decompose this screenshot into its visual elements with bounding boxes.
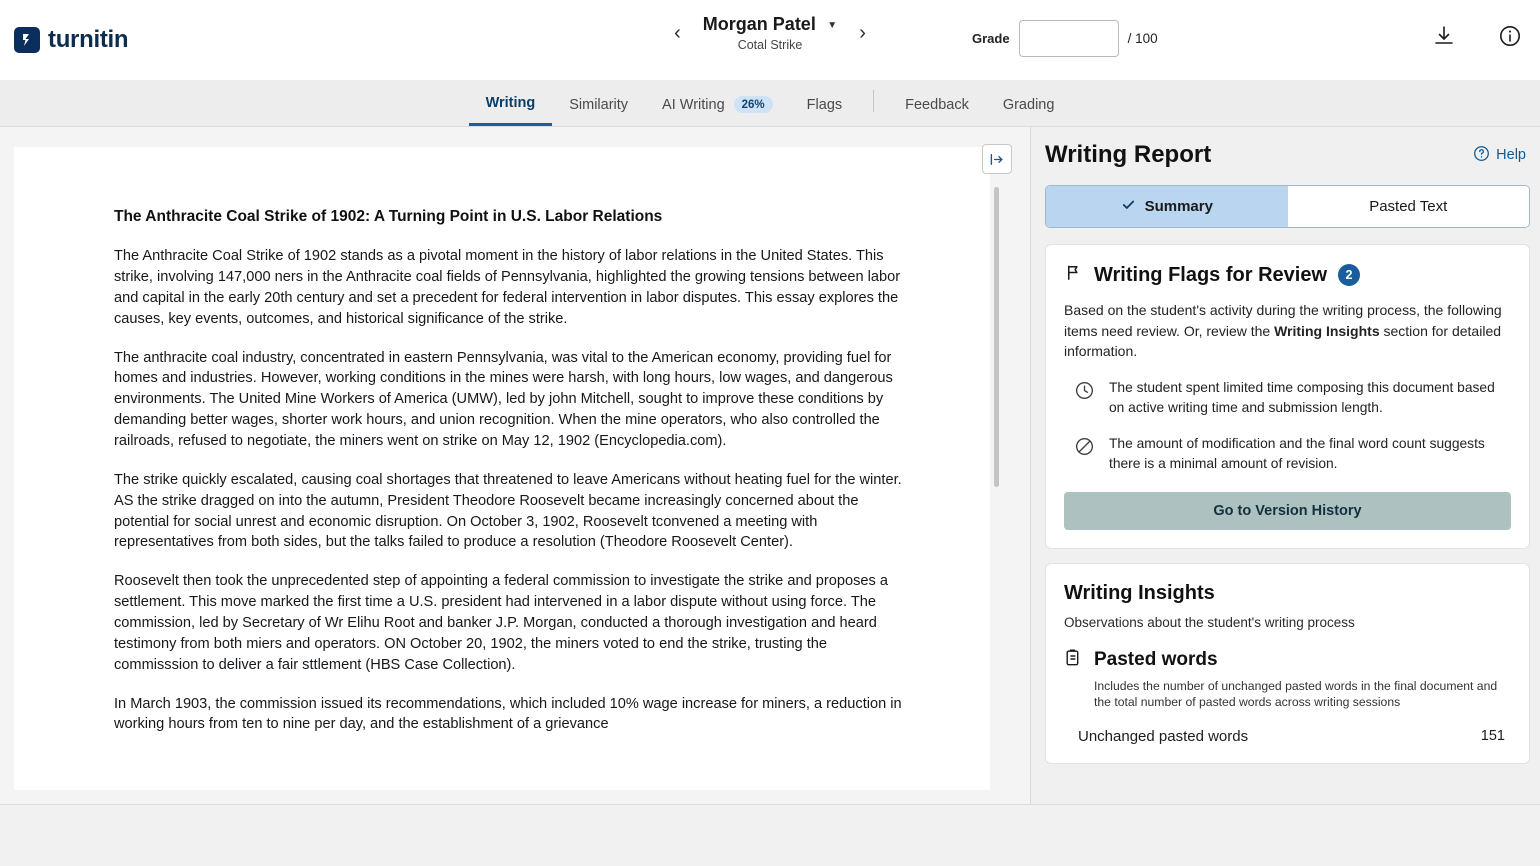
clipboard-paste-icon: [1064, 648, 1084, 673]
metric-label: Unchanged pasted words: [1078, 727, 1249, 745]
turnitin-logo-icon: [14, 27, 40, 53]
assignment-name: Cotal Strike: [737, 38, 803, 52]
metric-value: 151: [1480, 728, 1505, 745]
help-link[interactable]: [1473, 145, 1526, 166]
flag-icon: [1064, 263, 1083, 287]
tab-similarity[interactable]: [552, 80, 645, 126]
tab-label: Grading: [1002, 96, 1055, 113]
download-icon[interactable]: [1432, 24, 1456, 48]
grade-input[interactable]: [1019, 20, 1119, 57]
grade-total: / 100: [1127, 31, 1158, 46]
document-viewer: [0, 127, 1030, 804]
writing-flags-card: [1045, 244, 1530, 549]
pasted-words-title: Pasted words: [1094, 649, 1218, 671]
metric-row: [1064, 726, 1511, 745]
brand-name: turnitin: [48, 26, 129, 53]
segment-pasted-text[interactable]: [1288, 186, 1530, 227]
flags-title-row: [1064, 263, 1511, 287]
tab-ai-writing[interactable]: [645, 80, 790, 126]
flag-item: [1064, 434, 1511, 474]
flags-desc-bold: Writing Insights: [1274, 322, 1380, 339]
grade-label: Grade: [972, 31, 1010, 46]
tab-label: AI Writing: [662, 96, 725, 113]
check-icon: [1121, 197, 1136, 216]
flags-count-badge: 2: [1338, 264, 1360, 286]
tab-feedback[interactable]: [888, 80, 986, 126]
document-paragraph: Roosevelt then took the unprecedented step of appointing a federal commission to investigate the strike and proposes a settlement. This move marked the first time a U.S. president had intervened in a labor dispute without using force. The commission, led by Secretary of Wr Elihu Root and banker J.P. Morgan, conducted a thorough investigation and heard testimony from both miers and operators. ON October 20, 1902, the miners voted to end the strike, trusting the commisssion to deliver a fair sttlement (HBS Case Collection).: [114, 573, 888, 673]
segment-summary[interactable]: [1046, 186, 1288, 227]
flag-text: The amount of modification and the final word count suggests there is a minimal amount of revision.: [1109, 435, 1485, 471]
flags-description: [1064, 300, 1511, 362]
tab-flags[interactable]: [790, 80, 859, 126]
main-body: [0, 127, 1540, 804]
tab-grading[interactable]: [986, 80, 1072, 126]
report-segmented-control: [1045, 185, 1530, 228]
student-info: [703, 14, 837, 52]
tab-writing[interactable]: [469, 80, 553, 126]
document-paragraph: The Anthracite Coal Strike of 1902 stands as a pivotal moment in the history of labor relations in the United States. This strike, involving 147,000 ners in the Anthracite coal fields of Pennsylvania, highlighted the growing tensions between labor and capital in the early 20th century and set a precedent for federal intervention in labor disputes. This essay explores the causes, key events, outcomes, and historical significance of the strike.: [114, 248, 901, 327]
chevron-right-icon[interactable]: ›: [855, 21, 870, 45]
clock-icon: [1074, 380, 1095, 406]
insights-title: Writing Insights: [1064, 581, 1215, 604]
document-paragraph: The anthracite coal industry, concentrated in eastern Pennsylvania, was vital to the American economy, providing fuel for homes and industries. However, working conditions in the mines were harsh, with long hours, low wages, and dangerous environments. The United Mine Workers of America (UMW), led by john Mitchell, sought to improve these conditions by demanding better wages, shorter work hours, and union recognition. When the mine operators, who also controlled the railroads, refused to negotiate, the miners went on strike on May 12, 1902 (Encyclopedia.com).: [114, 349, 893, 450]
writing-insights-card: [1045, 563, 1530, 764]
segment-label: Pasted Text: [1369, 198, 1448, 215]
document-scrollbar[interactable]: [994, 187, 999, 487]
brand-logo[interactable]: [14, 26, 128, 54]
pasted-words-description: Includes the number of unchanged pasted words in the final document and the total number of pasted words across writing sessions: [1094, 678, 1498, 710]
tab-label: Feedback: [905, 96, 969, 113]
segment-label: Summary: [1144, 198, 1213, 215]
writing-report-panel: [1030, 127, 1540, 804]
flag-text: The student spent limited time composing this document based on active writing time and submission length.: [1109, 379, 1495, 415]
chevron-down-icon[interactable]: ▼: [827, 20, 838, 32]
submitted-document[interactable]: [14, 147, 990, 790]
flag-item: [1064, 378, 1511, 418]
tab-label: Writing: [485, 95, 536, 111]
footer-bar: [0, 804, 1540, 866]
insights-subtitle: Observations about the student's writing process: [1064, 614, 1355, 630]
chevron-left-icon[interactable]: ‹: [670, 21, 685, 45]
ai-writing-badge: 26%: [734, 96, 773, 113]
report-header: [1045, 141, 1530, 169]
student-name[interactable]: Morgan Patel: [702, 14, 816, 34]
go-to-version-history-button[interactable]: Go to Version History: [1064, 492, 1511, 530]
pasted-words-header: [1064, 648, 1511, 673]
tab-label: Flags: [806, 96, 843, 113]
info-circle-icon[interactable]: [1498, 24, 1522, 48]
help-label: Help: [1496, 147, 1526, 163]
grade-area: [972, 20, 1158, 57]
document-title: The Anthracite Coal Strike of 1902: A Turning Point in U.S. Labor Relations: [114, 208, 663, 225]
top-bar: [0, 0, 1540, 80]
main-tabs: [0, 80, 1540, 127]
top-bar-actions: [1432, 24, 1522, 48]
document-paragraph: The strike quickly escalated, causing coal shortages that threatened to leave Americans without heating fuel for the winter. AS the strike dragged on into the autumn, President Theodore Roosevelt became increasingly concerned about the potential for social unrest and economic disruption. On October 3, 1902, Roosevelt tconvened a meeting with representatives from both sides, but the talks failed to produce a resolution (Theodore Roosevelt Center).: [114, 471, 902, 551]
expand-panel-icon[interactable]: [982, 144, 1012, 174]
flags-desc-start: Based on the student's activity during the writing process, the following items need review. Or, review the: [1064, 302, 1502, 339]
flags-title: Writing Flags for Review: [1094, 263, 1327, 286]
document-paragraph: In March 1903, the commission issued its recommendations, which included 10% wage increase for miners, a reduction in working hours from ten to nine per day, and the establishment of a grievance: [114, 695, 902, 733]
student-navigator: [670, 14, 870, 52]
flags-desc-end: section for detailed information.: [1064, 322, 1502, 360]
help-circle-icon: [1473, 145, 1490, 166]
tab-divider: [873, 90, 874, 112]
page-title: Writing Report: [1045, 141, 1212, 168]
tab-label: Similarity: [569, 96, 629, 113]
no-edit-icon: [1074, 436, 1095, 462]
